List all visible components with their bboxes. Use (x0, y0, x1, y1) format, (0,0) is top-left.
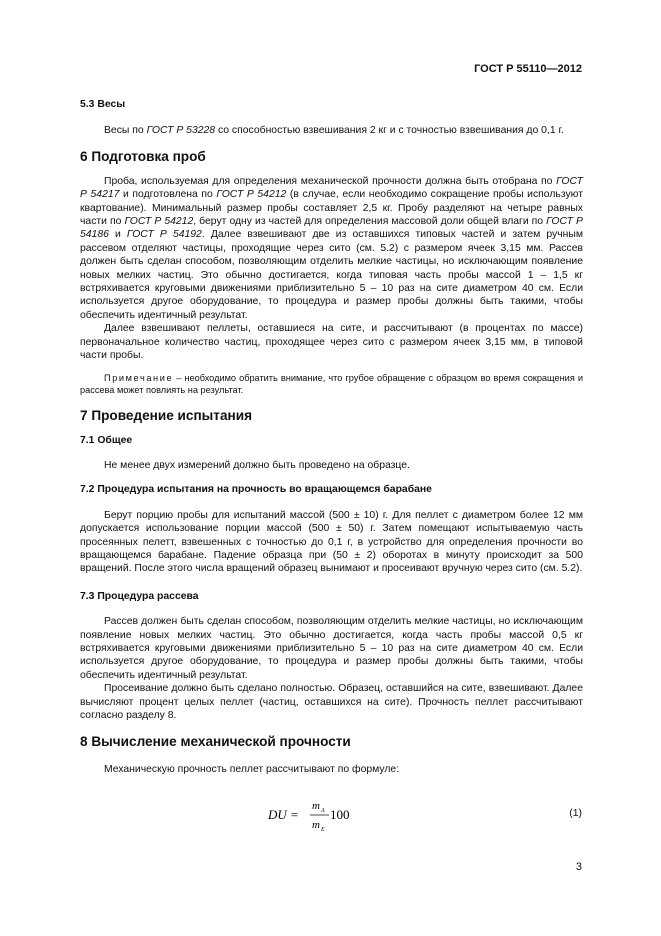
standard-ref: ГОСТ Р 54192 (126, 229, 202, 241)
formula-numerator-sub: A (321, 808, 325, 814)
formula-factor: 100 (330, 807, 350, 822)
heading-7-2: 7.2 Процедура испытания на прочность во вращающемся барабане (80, 484, 432, 496)
paragraph-6-1 (80, 175, 583, 322)
formula-lhs: DU = (268, 807, 299, 822)
heading-7-1: 7.1 Общее (80, 434, 133, 446)
page-number: 3 (575, 861, 582, 873)
paragraph-8-1: Механическую прочность пеллет рассчитывают по формуле: (104, 764, 400, 776)
standard-ref: ГОСТ Р 54212 (216, 189, 287, 201)
paragraph-7-3-2: Просеивание должно быть сделано полностью. Образец, оставшийся на сите, взвешивают. Далее вычисляют процент целых пеллет (частиц, оставшихся на сите). Прочность пеллет рассчитывают согласно разделу 8. (80, 683, 583, 721)
page-content (80, 98, 583, 777)
text: со способностью взвешивания 2 кг и с точностью взвешивания до 0,1 г. (215, 125, 564, 137)
standard-ref: ГОСТ Р 54186 (80, 216, 583, 241)
standard-ref: ГОСТ Р 54217 (80, 175, 583, 201)
formula-denominator-sub: E (321, 827, 325, 833)
paragraph-6-2: Далее взвешивают пеллеты, оставшиеся на сите, и рассчитывают (в процентах по массе) первоначальное количество частиц, проходящее через сито с размером ячеек 3,15 мм, в типовой части пробы. (80, 323, 583, 362)
text: (в случае, если необходимо сокращение пробы используют квартование). Минимальный размер пробы составляет 2,5 кг. Пробу разделяют на четыре равных части по (80, 189, 584, 228)
text: . Далее взвешивают две из оставшихся типовых частей и затем ручным рассевом отделяют частицы, проходящие через сито (см. 5.2) с размером ячеек 3,15 мм. Рассев должен быть сделан способом, позволяющим отделить мелкие частицы, но исключающим появление новых мелких частиц. Это обычно достигается, когда типовая часть пробы массой 1 – 1,5 кг встряхивается круговыми движениями приблизительно 5 – 10 раз на сите диаметром 40 см. Если используется другое оборудование, то процедура и размер пробы должны быть такими, чтобы обеспечить идентичный результат. (80, 229, 583, 321)
heading-5-3: 5.3 Весы (80, 99, 126, 110)
text: Весы по (104, 125, 147, 137)
paragraph-5-3 (80, 124, 583, 137)
standard-ref: ГОСТ Р 54212 (124, 216, 194, 228)
formula-numerator: m (312, 800, 320, 812)
formula-1 (0, 800, 661, 840)
document-code: ГОСТ Р 55110—2012 (474, 63, 582, 75)
heading-8: 8 Вычисление механической прочности (80, 734, 351, 750)
standard-ref: ГОСТ Р 53228 (146, 125, 216, 137)
note-label: Примечание (104, 372, 174, 383)
paragraph-7-3-1: Рассев должен быть сделан способом, позволяющим отделить мелкие частицы, но исключающим появление новых мелких частиц. Это обычно достигается, когда часть пробы массой 0,5 кг встряхивается круговыми движениями приблизительно 5 – 10 раз на сите диаметром 40 см. Если используется другое оборудование, то процедура и размер пробы должны быть такими, чтобы обеспечить идентичный результат. (80, 616, 583, 681)
equation-number: (1) (569, 808, 582, 819)
heading-7: 7 Проведение испытания (80, 407, 252, 423)
note-text: – необходимо обратить внимание, что грубое обращение с образцом во время сокращения и рассева может повлиять на результат. (80, 372, 583, 395)
text: , берут одну из частей для определения массовой доли общей влаги по (193, 216, 547, 228)
text: Проба, используемая для определения механической прочности должна быть отобрана по (104, 175, 557, 187)
paragraph-7-2: Берут порцию пробы для испытаний массой (500 ± 10) г. Для пеллет с диаметром более 12 мм допускается использование порции массой (500 ± 50) г. Затем помещают испытываемую часть просеянных пелетт, взвешенных с точностью до 0,1 г, в устройство для определения прочности во вращающемся барабане. Падение образца при (50 ± 2) оборотах в минуту происходит за 500 вращений. После этого числа вращений образец вынимают и просеивают вручную через сито (см. 5.2). (80, 509, 583, 575)
formula-graphic (0, 800, 661, 840)
text: и (108, 229, 127, 241)
paragraph-7-1: Не менее двух измерений должно быть проведено на образце. (104, 459, 410, 471)
formula-denominator: m (312, 819, 320, 831)
heading-6: 6 Подготовка проб (80, 148, 206, 164)
text: и подготовлена по (119, 189, 217, 201)
note (80, 372, 583, 396)
heading-7-3: 7.3 Процедура рассева (80, 590, 199, 602)
